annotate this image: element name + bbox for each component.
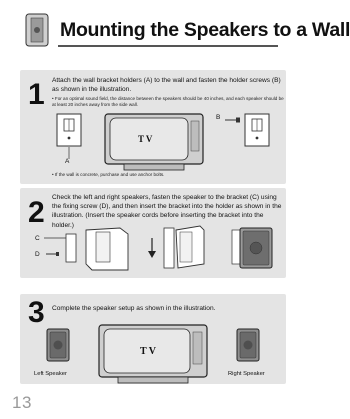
right-speaker-label: Right Speaker [228,371,265,377]
step-3-text: Complete the speaker setup as shown in the illustration. [52,305,216,312]
label-d: D [35,251,40,258]
step-1-note: • For an optimal sound field, the distance between the speakers should be 40 inches, and each speaker should be at least 20 inches away from the side wall. [52,96,284,107]
step-1-footnote: • If the wall is concrete, purchase and use anchor bolts. [52,172,165,177]
label-c: C [35,235,40,242]
title-underline [58,45,278,47]
page-title: Mounting the Speakers to a Wall [60,19,350,41]
tv-illustration [104,113,204,171]
tv-label: T V [138,134,153,144]
speaker-rear-illustration [82,226,132,272]
page-header [0,0,350,60]
right-speaker-illustration [236,328,260,362]
step-2-panel [20,188,286,278]
bracket-with-screw [44,232,84,268]
speaker-on-wall-holder [162,224,206,270]
screw-icon [225,117,241,123]
label-a: A [65,158,70,165]
bracket-holder-left [56,113,82,147]
step-1-panel [20,70,286,184]
left-speaker-label: Left Speaker [34,371,67,377]
step-2-text: Check the left and right speakers, fasten the speaker to the bracket (C) using the fixing screw (D), and then insert the bracket into the holder as shown in the illustration. (Insert the speaker cords before inserting the bracket into the holder.) [52,194,282,229]
page-number: 13 [12,393,32,412]
left-speaker-illustration [46,328,70,362]
step-3-panel [20,294,286,384]
step-1-text: Attach the wall bracket holders (A) to the wall and fasten the holder screws (B) as shown in the illustration. [52,77,281,94]
mounted-speaker-illustration [232,226,276,270]
step-3-number: 3 [28,296,45,329]
label-b: B [216,114,221,121]
step-1-number: 1 [28,78,45,111]
tv-label-step3: T V [140,346,157,357]
speaker-mount-icon [22,8,56,52]
arrow-down-icon [148,238,156,258]
bracket-holder-right [244,113,270,147]
step-2-number: 2 [28,196,45,229]
